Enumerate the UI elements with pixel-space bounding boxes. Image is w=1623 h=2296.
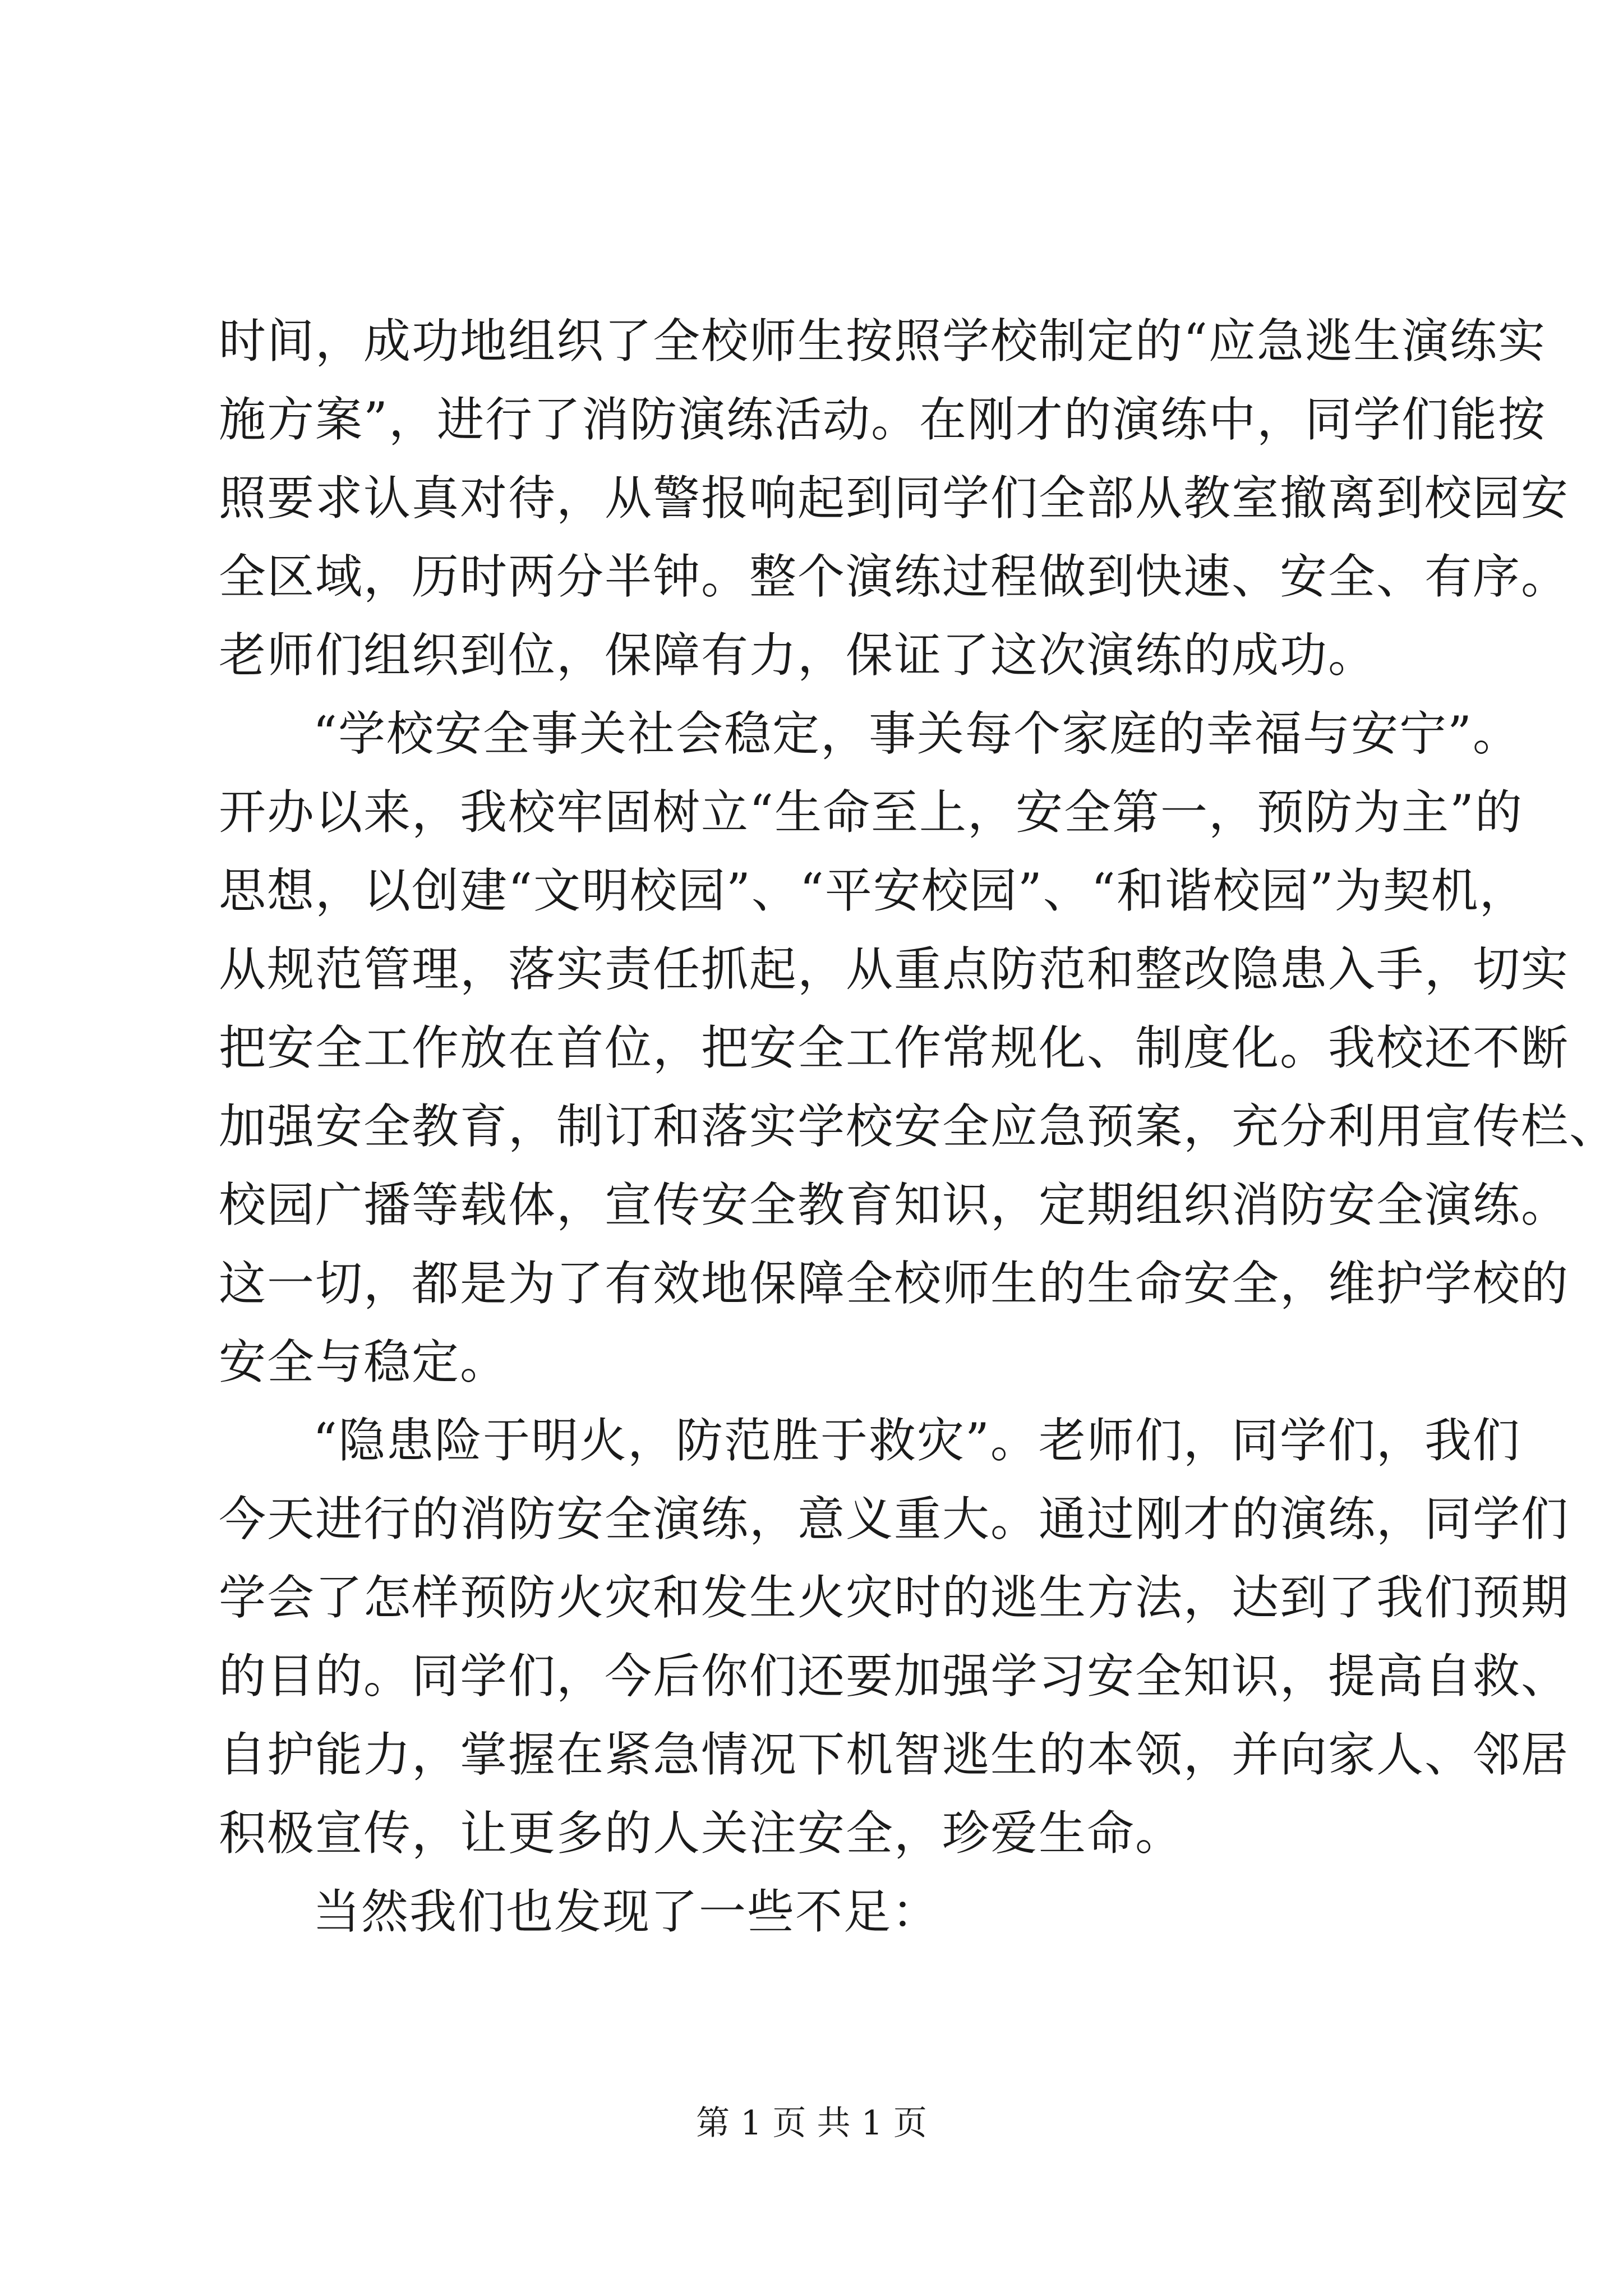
paragraph-first-line: 当然我们也发现了一些不足： xyxy=(313,1884,940,1939)
body-text-line: 老师们组织到位，保障有力，保证了这次演练的成功。 xyxy=(219,628,1377,683)
page-number-footer: 第 1 页 共 1 页 xyxy=(696,2104,927,2143)
body-text-line: 校园广播等载体，宣传安全教育知识，定期组织消防安全演练。 xyxy=(219,1177,1570,1232)
body-text-line: 把安全工作放在首位，把安全工作常规化、制度化。我校还不断 xyxy=(219,1020,1570,1075)
body-text-line: 的目的。同学们，今后你们还要加强学习安全知识，提高自救、 xyxy=(219,1649,1570,1704)
body-text-line: 加强安全教育，制订和落实学校安全应急预案，充分利用宣传栏、 xyxy=(219,1099,1618,1154)
body-text-line: 施方案”，进行了消防演练活动。在刚才的演练中，同学们能按 xyxy=(219,392,1546,447)
body-text-line: 自护能力，掌握在紧急情况下机智逃生的本领，并向家人、邻居 xyxy=(219,1727,1570,1782)
body-text-line: 开办以来，我校牢固树立“生命至上，安全第一，预防为主”的 xyxy=(219,785,1523,840)
body-text-line: 思想，以创建“文明校园”、“平安校园”、“和谐校园”为契机， xyxy=(219,863,1528,918)
body-text-line: 时间，成功地组织了全校师生按照学校制定的“应急逃生演练实 xyxy=(219,314,1546,369)
body-text-line: 学会了怎样预防火灾和发生火灾时的逃生方法，达到了我们预期 xyxy=(219,1570,1570,1625)
paragraph-first-line: “学校安全事关社会稳定，事关每个家庭的幸福与安宁”。 xyxy=(313,706,1521,761)
body-text-line: 从规范管理，落实责任抓起，从重点防范和整改隐患入手，切实 xyxy=(219,942,1570,997)
body-text-line: 这一切，都是为了有效地保障全校师生的生命安全，维护学校的 xyxy=(219,1256,1570,1311)
body-text-line: 照要求认真对待，从警报响起到同学们全部从教室撤离到校园安 xyxy=(219,471,1570,526)
body-text-line: 安全与稳定。 xyxy=(219,1335,509,1389)
paragraph-first-line: “隐患险于明火，防范胜于救灾”。老师们，同学们，我们 xyxy=(313,1413,1521,1468)
body-text-line: 今天进行的消防安全演练，意义重大。通过刚才的演练，同学们 xyxy=(219,1492,1570,1547)
body-text-line: 积极宣传，让更多的人关注安全，珍爱生命。 xyxy=(219,1806,1184,1861)
body-text-line: 全区域，历时两分半钟。整个演练过程做到快速、安全、有序。 xyxy=(219,549,1570,604)
